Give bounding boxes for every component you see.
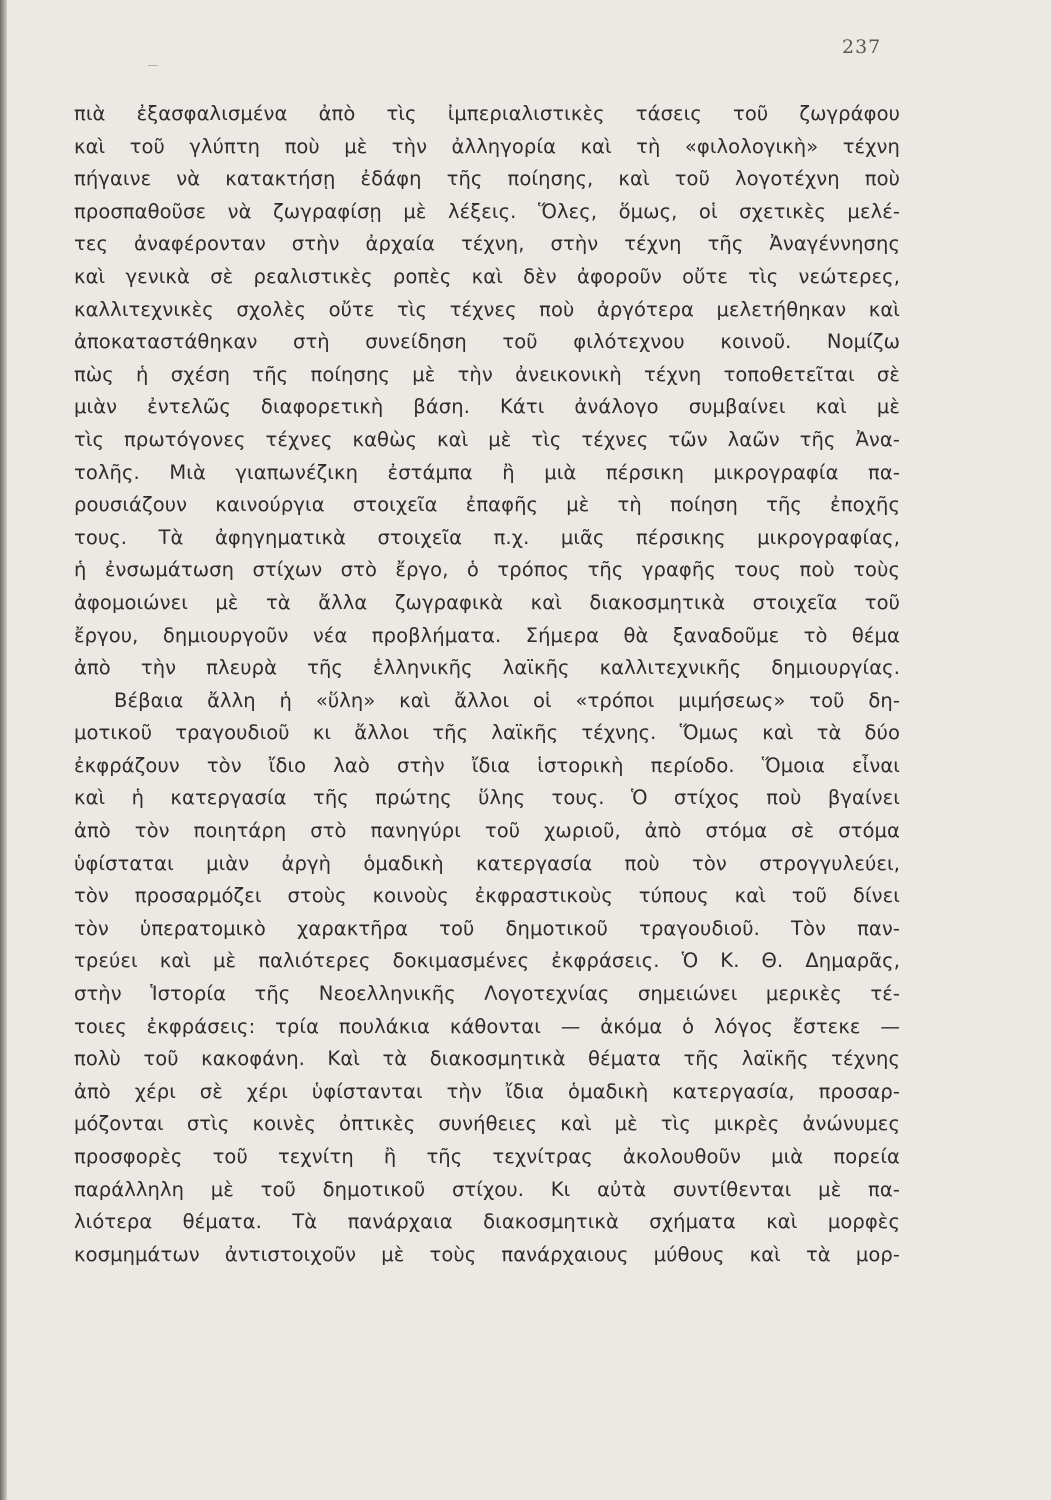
text-line: μοτικοῦ τραγουδιοῦ κι ἄλλοι τῆς λαϊκῆς τέχνης. Ὅμως καὶ τὰ δύο <box>74 721 900 745</box>
text-line: πὼς ἡ σχέση τῆς ποίησης μὲ τὴν ἀνεικονικὴ τέχνη τοποθετεῖται σὲ <box>74 362 900 386</box>
text-line: καλλιτεχνικὲς σχολὲς οὔτε τὶς τέχνες ποὺ ἀργότερα μελετήθηκαν καὶ <box>74 297 900 321</box>
header-rule <box>148 65 158 66</box>
text-line: τὶς πρωτόγονες τέχνες καθὼς καὶ μὲ τὶς τέχνες τῶν λαῶν τῆς Ἀνα- <box>74 427 900 451</box>
text-line: τοιες ἐκφράσεις: τρία πουλάκια κάθονται — ἀκόμα ὁ λόγος ἔστεκε — <box>74 1014 900 1038</box>
text-line: ἀπὸ χέρι σὲ χέρι ὑφίστανται τὴν ἴδια ὁμαδικὴ κατεργασία, προσαρ- <box>74 1079 900 1103</box>
text-line: ἀπὸ τὴν πλευρὰ τῆς ἑλληνικῆς λαϊκῆς καλλιτεχνικῆς δημιουργίας. <box>74 656 900 680</box>
body-text <box>74 98 900 1271</box>
text-line: τους. Τὰ ἀφηγηματικὰ στοιχεῖα π.χ. μιᾶς πέρσικης μικρογραφίας, <box>74 525 900 549</box>
text-line: ἀπὸ τὸν ποιητάρη στὸ πανηγύρι τοῦ χωριοῦ, ἀπὸ στόμα σὲ στόμα <box>74 819 900 843</box>
text-line: ἐκφράζουν τὸν ἴδιο λαὸ στὴν ἴδια ἱστορικὴ περίοδο. Ὅμοια εἶναι <box>74 753 900 777</box>
text-line: στὴν Ἱστορία τῆς Νεοελληνικῆς Λογοτεχνίας σημειώνει μερικὲς τέ- <box>74 982 900 1006</box>
text-line: ἔργου, δημιουργοῦν νέα προβλήματα. Σήμερα θὰ ξαναδοῦμε τὸ θέμα <box>74 623 900 647</box>
text-line: καὶ ἡ κατεργασία τῆς πρώτης ὕλης τους. Ὁ στίχος ποὺ βγαίνει <box>74 786 900 810</box>
page-number: 237 <box>842 36 882 58</box>
text-line: πήγαινε νὰ κατακτήσῃ ἐδάφη τῆς ποίησης, καὶ τοῦ λογοτέχνη ποὺ <box>74 167 900 191</box>
text-line: προσφορὲς τοῦ τεχνίτη ἢ τῆς τεχνίτρας ἀκολουθοῦν μιὰ πορεία <box>74 1145 900 1168</box>
text-line: τρεύει καὶ μὲ παλιότερες δοκιμασμένες ἐκφράσεις. Ὁ Κ. Θ. Δημαρᾶς, <box>74 949 900 973</box>
text-line: τολῆς. Μιὰ γιαπωνέζικη ἐστάμπα ἢ μιὰ πέρσικη μικρογραφία πα- <box>74 460 900 484</box>
text-line: παράλληλη μὲ τοῦ δημοτικοῦ στίχου. Κι αὐτὰ συντίθενται μὲ πα- <box>74 1177 900 1201</box>
text-line: κοσμημάτων ἀντιστοιχοῦν μὲ τοὺς πανάρχαιους μύθους καὶ τὰ μορ- <box>74 1242 900 1266</box>
text-line: τὸν ὑπερατομικὸ χαρακτῆρα τοῦ δημοτικοῦ τραγουδιοῦ. Τὸν παν- <box>74 916 900 940</box>
text-line: τες ἀναφέρονταν στὴν ἀρχαία τέχνη, στὴν τέχνη τῆς Ἀναγέννησης <box>74 232 900 256</box>
text-line: προσπαθοῦσε νὰ ζωγραφίσῃ μὲ λέξεις. Ὅλες, ὅμως, οἱ σχετικὲς μελέ- <box>74 199 900 223</box>
text-line: πολὺ τοῦ κακοφάνη. Καὶ τὰ διακοσμητικὰ θέματα τῆς λαϊκῆς τέχνης <box>74 1047 900 1071</box>
text-line: τὸν προσαρμόζει στοὺς κοινοὺς ἐκφραστικοὺς τύπους καὶ τοῦ δίνει <box>74 884 900 908</box>
text-line: Βέβαια ἄλλη ἡ «ὕλη» καὶ ἄλλοι οἱ «τρόποι μιμήσεως» τοῦ δη- <box>114 688 900 712</box>
text-line: ἀφομοιώνει μὲ τὰ ἄλλα ζωγραφικὰ καὶ διακοσμητικὰ στοιχεῖα τοῦ <box>74 590 900 614</box>
text-line: ἡ ἐνσωμάτωση στίχων στὸ ἔργο, ὁ τρόπος τῆς γραφῆς τους ποὺ τοὺς <box>74 558 900 582</box>
text-line: λιότερα θέματα. Τὰ πανάρχαια διακοσμητικὰ σχήματα καὶ μορφὲς <box>74 1210 900 1234</box>
text-line: ρουσιάζουν καινούργια στοιχεῖα ἐπαφῆς μὲ τὴ ποίηση τῆς ἐποχῆς <box>74 493 900 517</box>
text-line: ὑφίσταται μιὰν ἀργὴ ὁμαδικὴ κατεργασία ποὺ τὸν στρογγυλεύει, <box>74 851 900 875</box>
text-line: καὶ γενικὰ σὲ ρεαλιστικὲς ροπὲς καὶ δὲν ἀφοροῦν οὔτε τὶς νεώτερες, <box>74 264 900 288</box>
text-line: μόζονται στὶς κοινὲς ὀπτικὲς συνήθειες καὶ μὲ τὶς μικρὲς ἀνώνυμες <box>74 1112 900 1136</box>
text-line: καὶ τοῦ γλύπτη ποὺ μὲ τὴν ἀλληγορία καὶ τὴ «φιλολογικὴ» τέχνη <box>74 134 900 158</box>
text-line: πιὰ ἐξασφαλισμένα ἀπὸ τὶς ἰμπεριαλιστικὲς τάσεις τοῦ ζωγράφου <box>74 102 900 125</box>
book-binding-edge <box>0 0 7 1500</box>
text-line: μιὰν ἐντελῶς διαφορετικὴ βάση. Κάτι ἀνάλογο συμβαίνει καὶ μὲ <box>74 395 900 419</box>
text-line: ἀποκαταστάθηκαν στὴ συνείδηση τοῦ φιλότεχνου κοινοῦ. Νομίζω <box>74 330 900 354</box>
